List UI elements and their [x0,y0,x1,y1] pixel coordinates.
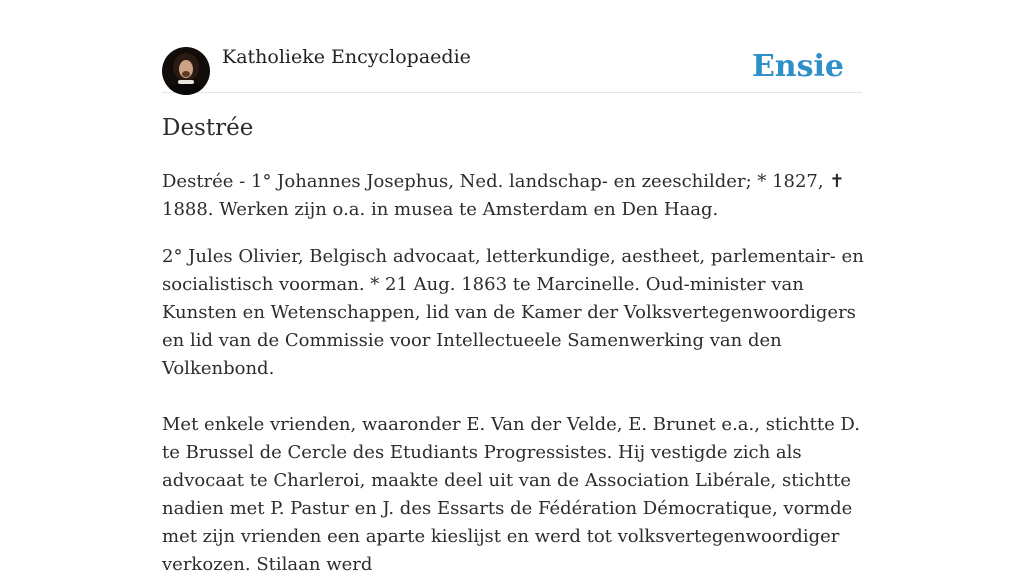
header [162,46,862,93]
paragraph-3: Met enkele vrienden, waaronder E. Van der Velde, E. Brunet e.a., stichtte D. te Brussel de Cercle des Etudiants Progressistes. Hij vestigde zich als advocaat te Charleroi, maakte deel uit van de Association Libérale, stichtte nadien met P. Pastur en J. des Essarts de Fédération Démocratique, vormde met zijn vrienden een aparte kieslijst en werd tot volksvertegenwoordiger verkozen. Stilaan werd [162,414,860,575]
paragraph-2: 2° Jules Olivier, Belgisch advocaat, letterkundige, aestheet, parlementair- en socialistisch voorman. * 21 Aug. 1863 te Marcinelle. Oud-minister van Kunsten en Wetenschappen, lid van de Kamer der Volksvertegenwoordigers en lid van de Commissie voor Intellectueele Samenwerking van den Volkenbond. [162,246,864,379]
paragraph-1: Destrée - 1° Johannes Josephus, Ned. landschap- en zeeschilder; * 1827, ✝ 1888. Werken zijn o.a. in musea te Amsterdam en Den Haag. [162,171,845,220]
portrait-avatar-icon[interactable] [162,47,210,95]
source-title[interactable]: Katholieke Encyclopaedie [222,46,471,68]
entry-body [162,168,867,579]
brand-logo[interactable]: Ensie [751,49,844,84]
entry-title: Destrée [162,115,254,141]
